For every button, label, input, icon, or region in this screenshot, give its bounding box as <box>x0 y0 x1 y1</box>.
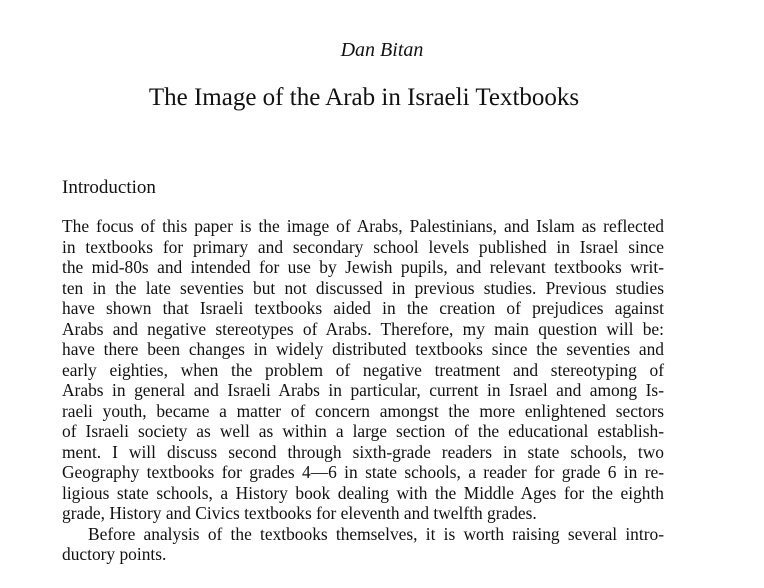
paragraph-1 <box>62 216 664 524</box>
author-name: Dan Bitan <box>340 39 424 61</box>
text-line: Before analysis of the textbooks themselves, it is worth raising several intro- <box>88 523 664 544</box>
text-line: have shown that Israeli textbooks aided in the creation of prejudices against <box>62 298 664 318</box>
text-line: of Israeli society as well as within a large section of the educational establish- <box>62 421 664 441</box>
body-text <box>62 216 664 565</box>
text-line: grade, History and Civics textbooks for eleventh and twelfth grades. <box>62 503 537 523</box>
text-line: Arabs in general and Israeli Arabs in particular, current in Israel and among Is- <box>62 380 664 400</box>
text-line: Geography textbooks for grades 4—6 in state schools, a reader for grade 6 in re- <box>62 462 664 482</box>
text-line: the mid-80s and intended for use by Jewish pupils, and relevant textbooks writ- <box>62 257 664 277</box>
text-line: The focus of this paper is the image of Arabs, Palestinians, and Islam as reflected <box>62 216 664 236</box>
text-line: early eighties, when the problem of negative treatment and stereotyping of <box>62 359 664 380</box>
text-line: have there been changes in widely distributed textbooks since the seventies and <box>62 339 664 359</box>
text-line: in textbooks for primary and secondary school levels published in Israel since <box>62 236 664 257</box>
text-line: ligious state schools, a History book dealing with the Middle Ages for the eighth <box>62 482 664 503</box>
page-title: The Image of the Arab in Israeli Textbooks <box>148 84 580 111</box>
text-line: ten in the late seventies but not discussed in previous studies. Previous studies <box>62 277 664 298</box>
text-line: ductory points. <box>62 544 167 564</box>
paragraph-2 <box>62 524 664 565</box>
section-heading: Introduction <box>62 177 156 198</box>
text-line: ment. I will discuss second through sixth-grade readers in state schools, two <box>62 441 664 462</box>
text-line: Arabs and negative stereotypes of Arabs. Therefore, my main question will be: <box>62 318 664 339</box>
text-line: raeli youth, became a matter of concern amongst the more enlightened sectors <box>62 400 664 421</box>
